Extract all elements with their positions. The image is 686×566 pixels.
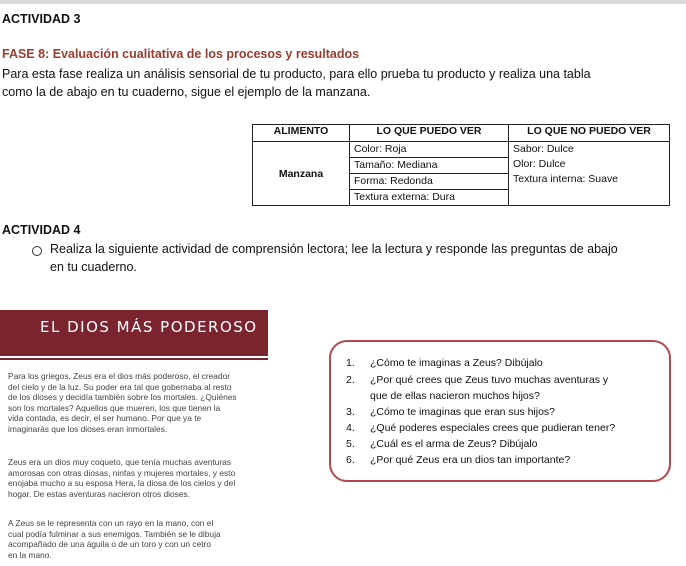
not-see-item: Sabor: Dulce (513, 143, 574, 155)
see-item: Forma: Redonda (350, 174, 508, 190)
not-see-item: Olor: Dulce (513, 158, 566, 170)
reading-paragraph-3 (8, 518, 270, 560)
actividad-4-heading: ACTIVIDAD 4 (2, 223, 81, 237)
question-3: ¿Cómo te imaginas que eran sus hijos? (370, 406, 556, 418)
reading-paragraph-2 (8, 457, 270, 499)
text-line: Zeus era un dios muy coqueto, que tenía muchas aventuras (8, 457, 232, 467)
text-line: hogar. De estas aventuras nacieron otros dioses. (8, 488, 191, 499)
question-2-line-1: ¿Por qué crees que Zeus tuvo muchas aventuras y (370, 374, 609, 386)
text-line: amorosas con otras diosas, ninfas y mujeres mortales, y esto (8, 467, 236, 478)
text-line: cual podía fulminar a sus enemigos. También se le dibuja (8, 528, 221, 539)
top-border (0, 0, 686, 4)
question-number: 5. (346, 438, 355, 450)
text-line: A Zeus se le representa con un rayo en la mano, con el (8, 518, 214, 528)
table-header-alimento: ALIMENTO (253, 125, 350, 142)
table-header-ver: LO QUE PUEDO VER (350, 125, 509, 142)
text-line: vida contada, es decir, el ser humano. Por que ya te (8, 413, 202, 423)
see-item: Color: Roja (350, 142, 508, 158)
question-1: ¿Cómo te imaginas a Zeus? Dibújalo (370, 357, 543, 369)
see-item: Textura externa: Dura (354, 191, 455, 203)
question-number: 6. (346, 454, 355, 466)
text-line: son los mortales? Aquellos que mueren, los que tienen la (8, 402, 221, 413)
question-4: ¿Qué poderes especiales crees que pudieran tener? (370, 422, 616, 434)
bullet-circle-icon (32, 246, 42, 256)
text-line: acompañado de una águila o de un toro y con un cetro (8, 539, 212, 549)
food-cell: Manzana (253, 142, 350, 206)
question-2-line-2: que de ellas nacieron muchos hijos? (370, 390, 540, 402)
reading-title: EL DIOS MÁS PODEROSO (40, 318, 258, 336)
question-6: ¿Por qué Zeus era un dios tan importante? (370, 454, 571, 466)
banner-rule (0, 358, 268, 360)
question-number: 1. (346, 357, 355, 369)
text-line: en la mano. (8, 549, 52, 560)
text-line: de los dioses y decidía también sobre los mortales. ¿Quiénes (8, 392, 237, 402)
text-line: imaginarás que los dioses eran inmortales. (8, 423, 168, 434)
table-header-no-ver: LO QUE NO PUEDO VER (509, 125, 670, 142)
question-5: ¿Cuál es el arma de Zeus? Dibújalo (370, 438, 538, 450)
see-item: Tamaño: Mediana (350, 158, 508, 174)
question-number: 2. (346, 374, 355, 386)
actividad-3-heading: ACTIVIDAD 3 (2, 12, 81, 26)
see-cell (350, 142, 509, 206)
instruction-line-2: como la de abajo en tu cuaderno, sigue el ejemplo de la manzana. (2, 85, 371, 99)
not-see-item: Textura interna: Suave (513, 173, 619, 185)
sensory-table (252, 124, 670, 206)
question-number: 3. (346, 406, 355, 418)
reading-paragraph-1 (8, 371, 270, 434)
question-number: 4. (346, 422, 355, 434)
actividad-4-line-2: en tu cuaderno. (50, 260, 137, 274)
text-line: enojaba mucho a su esposa Hera, la diosa de los cielos y del (8, 478, 236, 488)
not-see-cell (509, 142, 670, 206)
text-line: del cielo y de la luz. Su poder era tal que gobernaba al resto (8, 381, 232, 392)
actividad-4-line-1: Realiza la siguiente actividad de comprensión lectora; lee la lectura y responde las preguntas de abajo (50, 242, 618, 256)
fase-title: FASE 8: Evaluación cualitativa de los procesos y resultados (2, 47, 360, 61)
instruction-line-1: Para esta fase realiza un análisis sensorial de tu producto, para ello prueba tu producto y realiza una tabla (2, 67, 591, 81)
text-line: Para los griegos, Zeus era el dios más poderoso, el creador (8, 371, 231, 381)
